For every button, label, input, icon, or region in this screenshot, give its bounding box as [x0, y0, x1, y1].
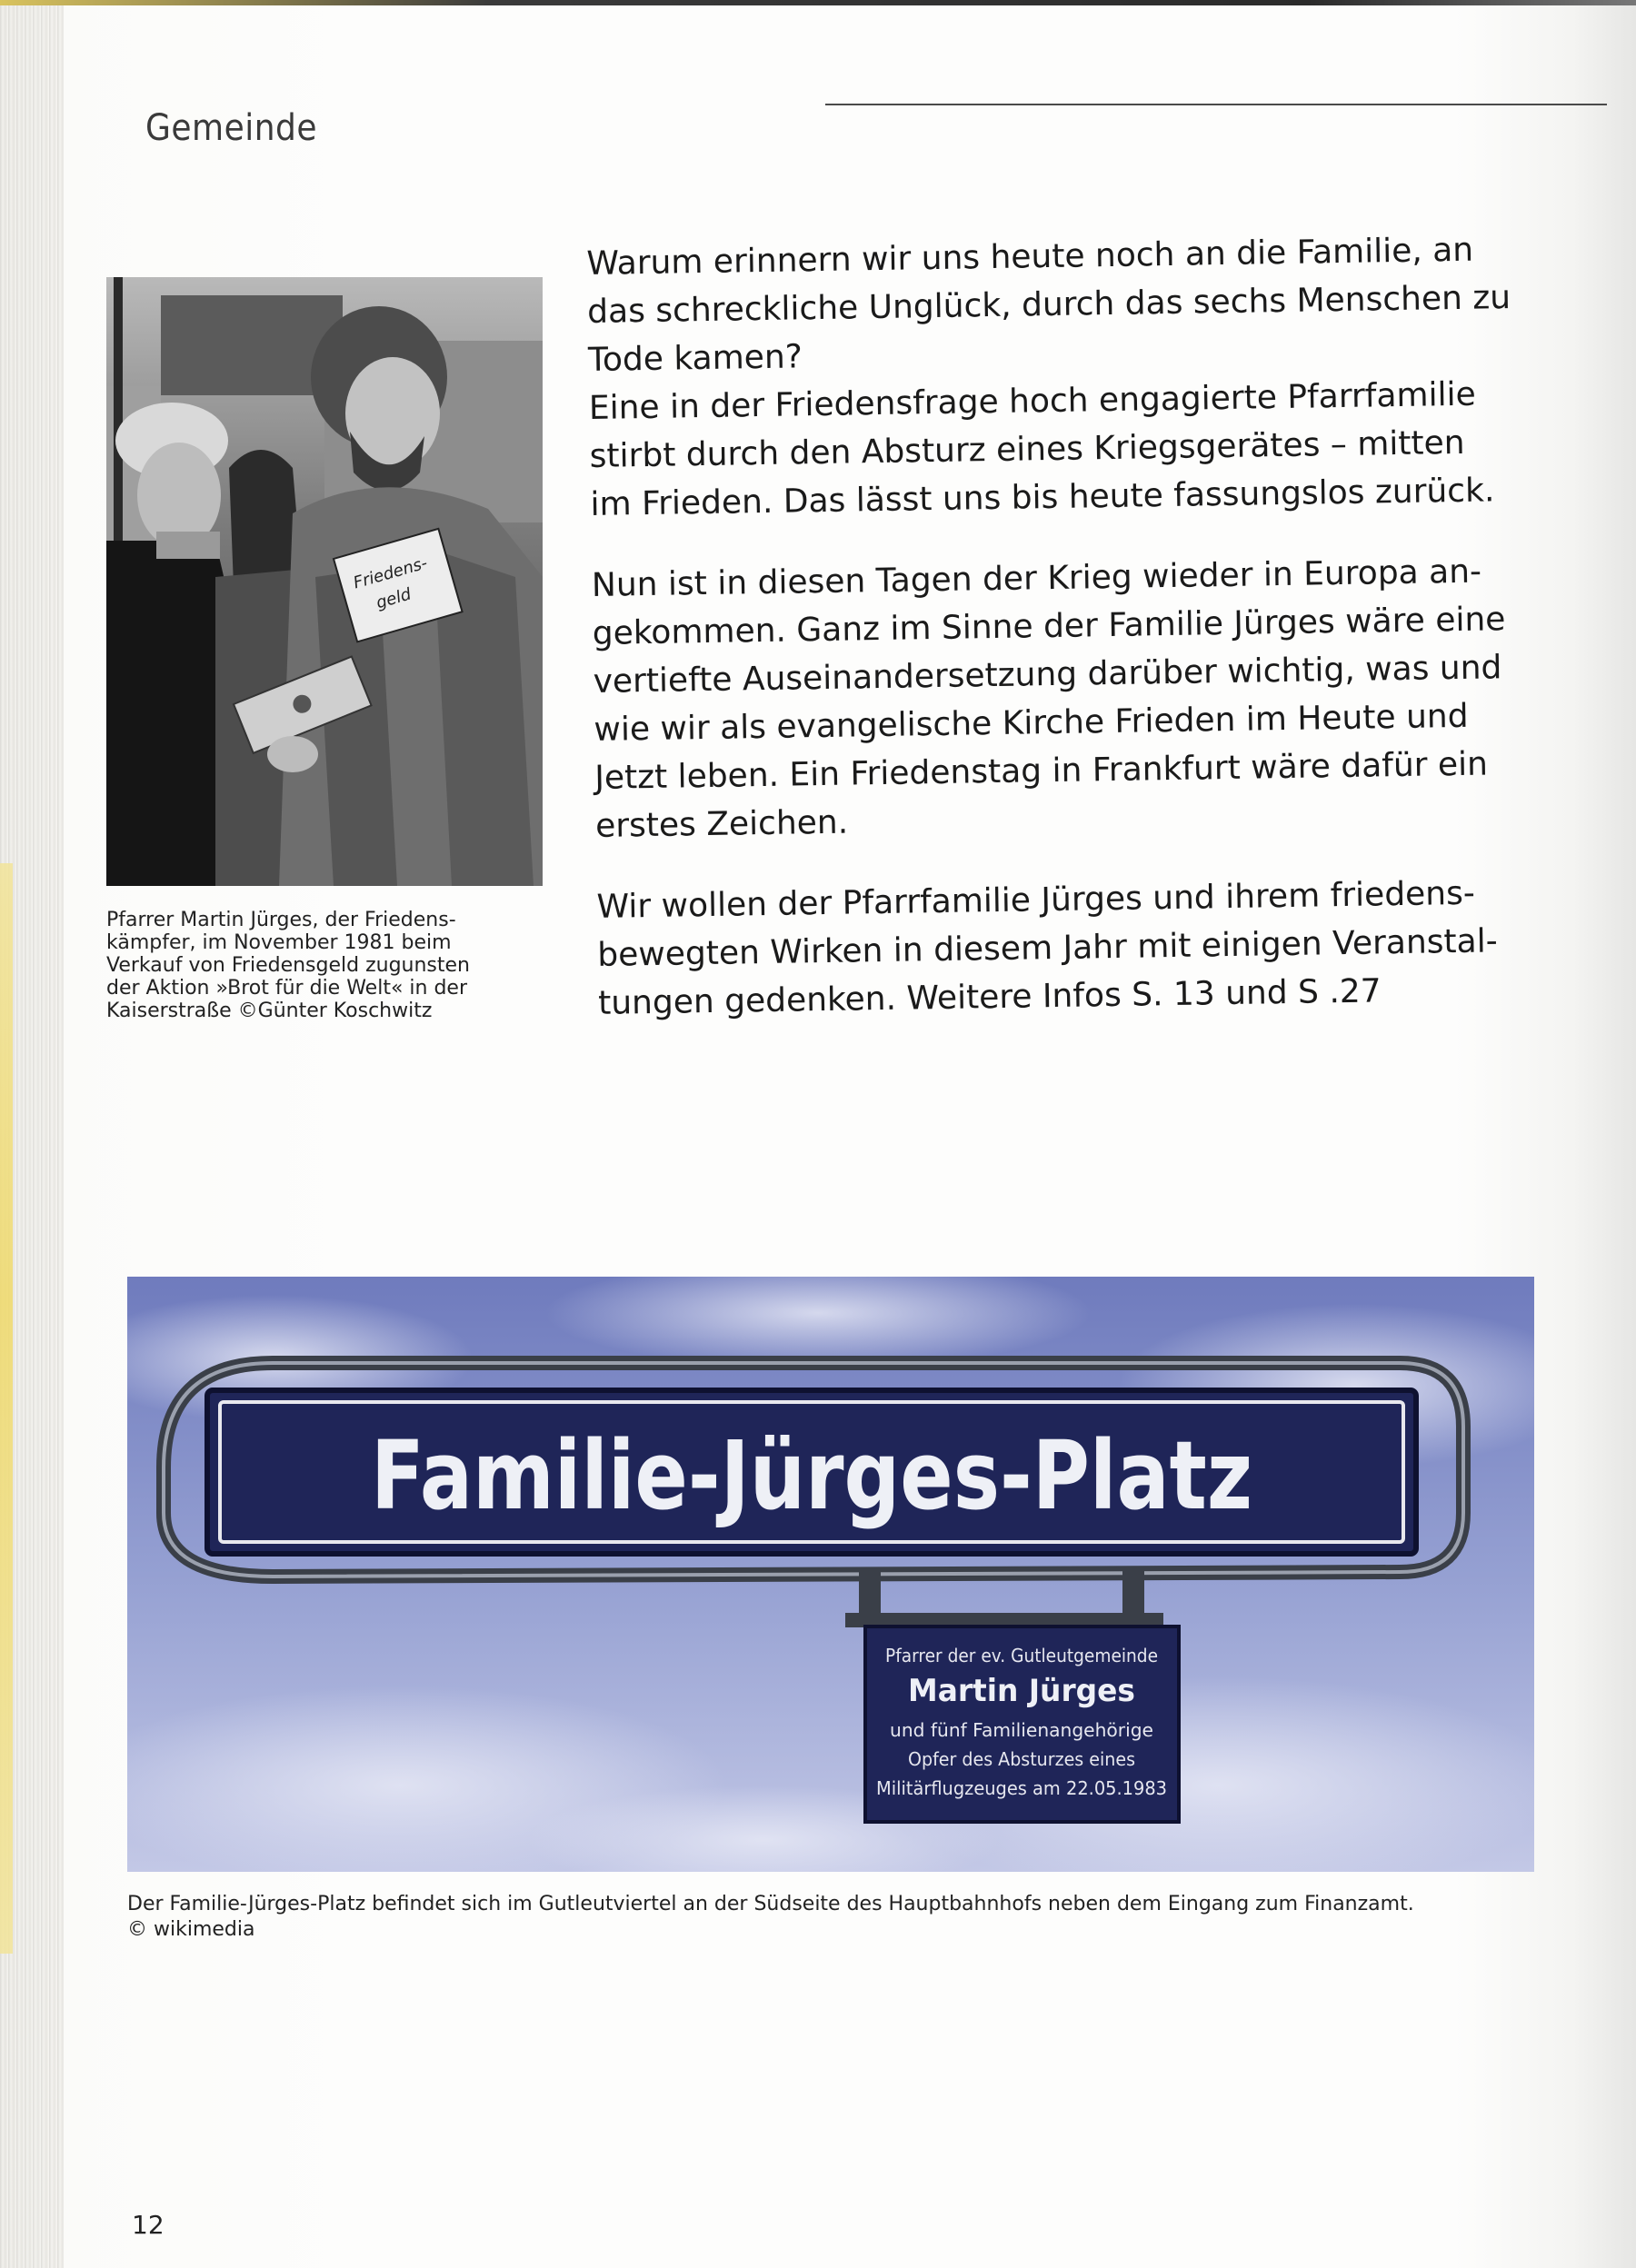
photo-caption-line: Kaiserstraße ©Günter Koschwitz	[106, 1000, 433, 1022]
body-line: tungen gedenken. Weitere Infos S. 13 und S .27	[597, 972, 1382, 1022]
body-line: Tode kamen?	[587, 338, 803, 379]
body-line: stirbt durch den Absturz eines Kriegsgerätes – mitten	[589, 423, 1465, 475]
photo-caption-line: der Aktion »Brot für die Welt« in der	[106, 977, 467, 1000]
pastor-photo	[106, 277, 543, 886]
body-line: Wir wollen der Pfarrfamilie Jürges und ihrem friedens-	[596, 874, 1476, 926]
body-line: vertiefte Auseinandersetzung darüber wichtig, was und	[593, 649, 1502, 701]
pastor-photo-illustration	[106, 277, 543, 886]
plaque-line: Opfer des Absturzes eines	[908, 1748, 1135, 1770]
plaque-name: Martin Jürges	[908, 1673, 1135, 1709]
street-sign-name: Familie-Jürges-Platz	[371, 1420, 1252, 1531]
street-sign-photo	[127, 1277, 1534, 1872]
plaque-line: Pfarrer der ev. Gutleutgemeinde	[885, 1645, 1158, 1666]
body-line: Jetzt leben. Ein Friedenstag in Frankfurt wäre dafür ein	[594, 745, 1489, 797]
header-rule	[825, 104, 1607, 105]
body-line: das schreckliche Unglück, durch das sechs Menschen zu	[586, 279, 1511, 331]
body-line: erstes Zeichen.	[594, 803, 849, 845]
photo-caption	[106, 909, 534, 1022]
photo-caption-line: Pfarrer Martin Jürges, der Friedens-	[106, 909, 456, 931]
cover-edge-strip	[0, 863, 13, 1954]
photo-sign-line2: geld	[374, 584, 414, 613]
photo-caption-line: Verkauf von Friedensgeld zugunsten	[106, 954, 470, 977]
caption-credit: © wikimedia	[127, 1918, 255, 1941]
article-body	[586, 225, 1552, 1028]
body-line: im Frieden. Das lässt uns bis heute fassungslos zurück.	[590, 472, 1495, 523]
body-line: bewegten Wirken in diesem Jahr mit einigen Veranstal-	[597, 922, 1498, 974]
page-number: 12	[132, 2210, 165, 2240]
body-line: wie wir als evangelische Kirche Frieden im Heute und	[594, 697, 1469, 749]
plaque-line: und fünf Familienangehörige	[890, 1719, 1153, 1741]
street-sign-illustration	[127, 1277, 1534, 1872]
section-label: Gemeinde	[145, 107, 318, 149]
caption-line: Der Familie-Jürges-Platz befindet sich im Gutleutviertel an der Südseite des Hauptbahnhofs neben dem Eingang zum Finanzamt.	[127, 1893, 1414, 1915]
body-line: gekommen. Ganz im Sinne der Familie Jürges wäre eine	[592, 601, 1506, 652]
body-line: Warum erinnern wir uns heute noch an die Familie, an	[586, 231, 1474, 283]
body-line: Eine in der Friedensfrage hoch engagierte Pfarrfamilie	[588, 375, 1477, 427]
plaque-line: Militärflugzeuges am 22.05.1983	[876, 1777, 1167, 1799]
street-sign-caption	[127, 1892, 1545, 1943]
photo-sign-line1: Friedens-	[351, 553, 430, 593]
photo-caption-line: kämpfer, im November 1981 beim	[106, 931, 452, 954]
body-line: Nun ist in diesen Tagen der Krieg wieder in Europa an-	[591, 552, 1482, 604]
top-edge-band	[0, 0, 1636, 5]
